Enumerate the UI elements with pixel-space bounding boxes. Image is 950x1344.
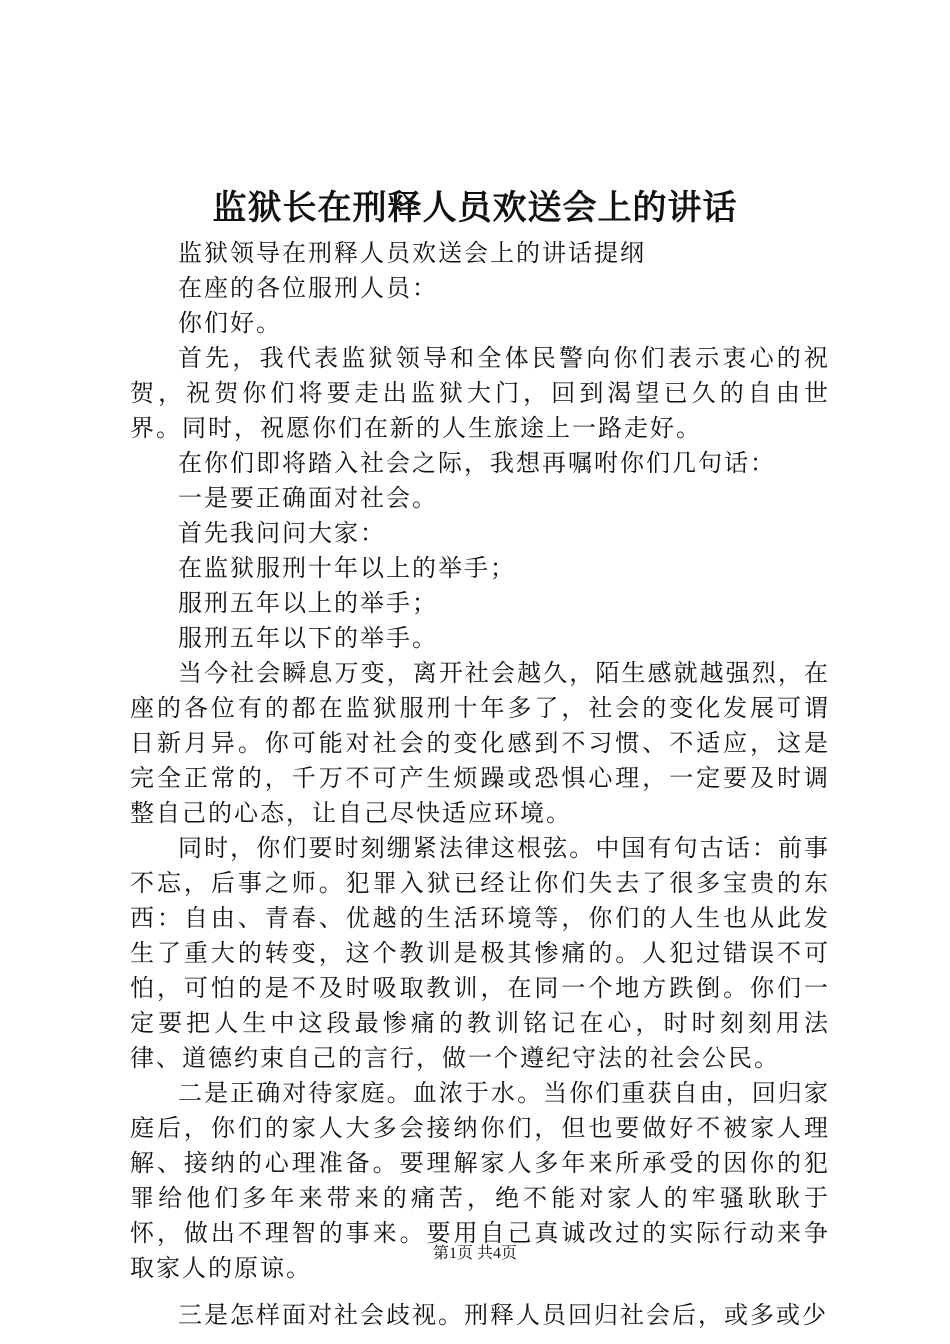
paragraph: 三是怎样面对社会歧视。刑释人员回归社会后，或多或少 — [178, 1301, 828, 1329]
paragraph: 在你们即将踏入社会之际，我想再嘱咐你们几句话： — [178, 449, 776, 477]
document-body — [130, 236, 830, 1333]
paragraph: 首先，我代表监狱领导和全体民警向你们表示衷心的祝贺，祝贺你们将要走出监狱大门，回到渴望已久的自由世界。同时，祝愿你们在新的人生旅途上一路走好。 — [130, 344, 830, 442]
page-number: 第1页 共4页 — [432, 1245, 517, 1262]
paragraph: 二是正确对待家庭。血浓于水。当你们重获自由，回归家庭后，你们的家人大多会接纳你们，但也要做好不被家人理解、接纳的心理准备。要理解家人多年来所承受的因你的犯罪给他们多年来带来的痛苦，绝不能对家人的牢骚耿耿于怀，做出不理智的事来。要用自己真诚改过的实际行动来争取家人的原谅。 — [130, 1079, 830, 1282]
paragraph: 首先我问问大家： — [178, 519, 386, 547]
paragraph: 你们好。 — [178, 309, 282, 337]
paragraph: 在监狱服刑十年以上的举手； — [178, 554, 516, 582]
paragraph: 同时，你们要时刻绷紧法律这根弦。中国有句古话：前事不忘，后事之师。犯罪入狱已经让你们失去了很多宝贵的东西：自由、青春、优越的生活环境等，你们的人生也从此发生了重大的转变，这个教训是极其惨痛的。人犯过错误不可怕，可怕的是不及时吸取教训，在同一个地方跌倒。你们一定要把人生中这段最惨痛的教训铭记在心，时时刻刻用法律、道德约束自己的言行，做一个遵纪守法的社会公民。 — [130, 834, 830, 1072]
paragraph: 在座的各位服刑人员： — [178, 274, 438, 302]
paragraph: 服刑五年以上的举手； — [178, 589, 438, 617]
paragraph: 当今社会瞬息万变，离开社会越久，陌生感就越强烈，在座的各位有的都在监狱服刑十年多了，社会的变化发展可谓日新月异。你可能对社会的变化感到不习惯、不适应，这是完全正常的，千万不可产生烦躁或恐惧心理，一定要及时调整自己的心态，让自己尽快适应环境。 — [130, 659, 830, 827]
paragraph: 服刑五年以下的举手。 — [178, 624, 438, 652]
document-title: 监狱长在刑释人员欢送会上的讲话 — [212, 188, 738, 228]
paragraph: 监狱领导在刑释人员欢送会上的讲话提纲 — [178, 239, 646, 267]
paragraph: 一是要正确面对社会。 — [178, 484, 438, 512]
